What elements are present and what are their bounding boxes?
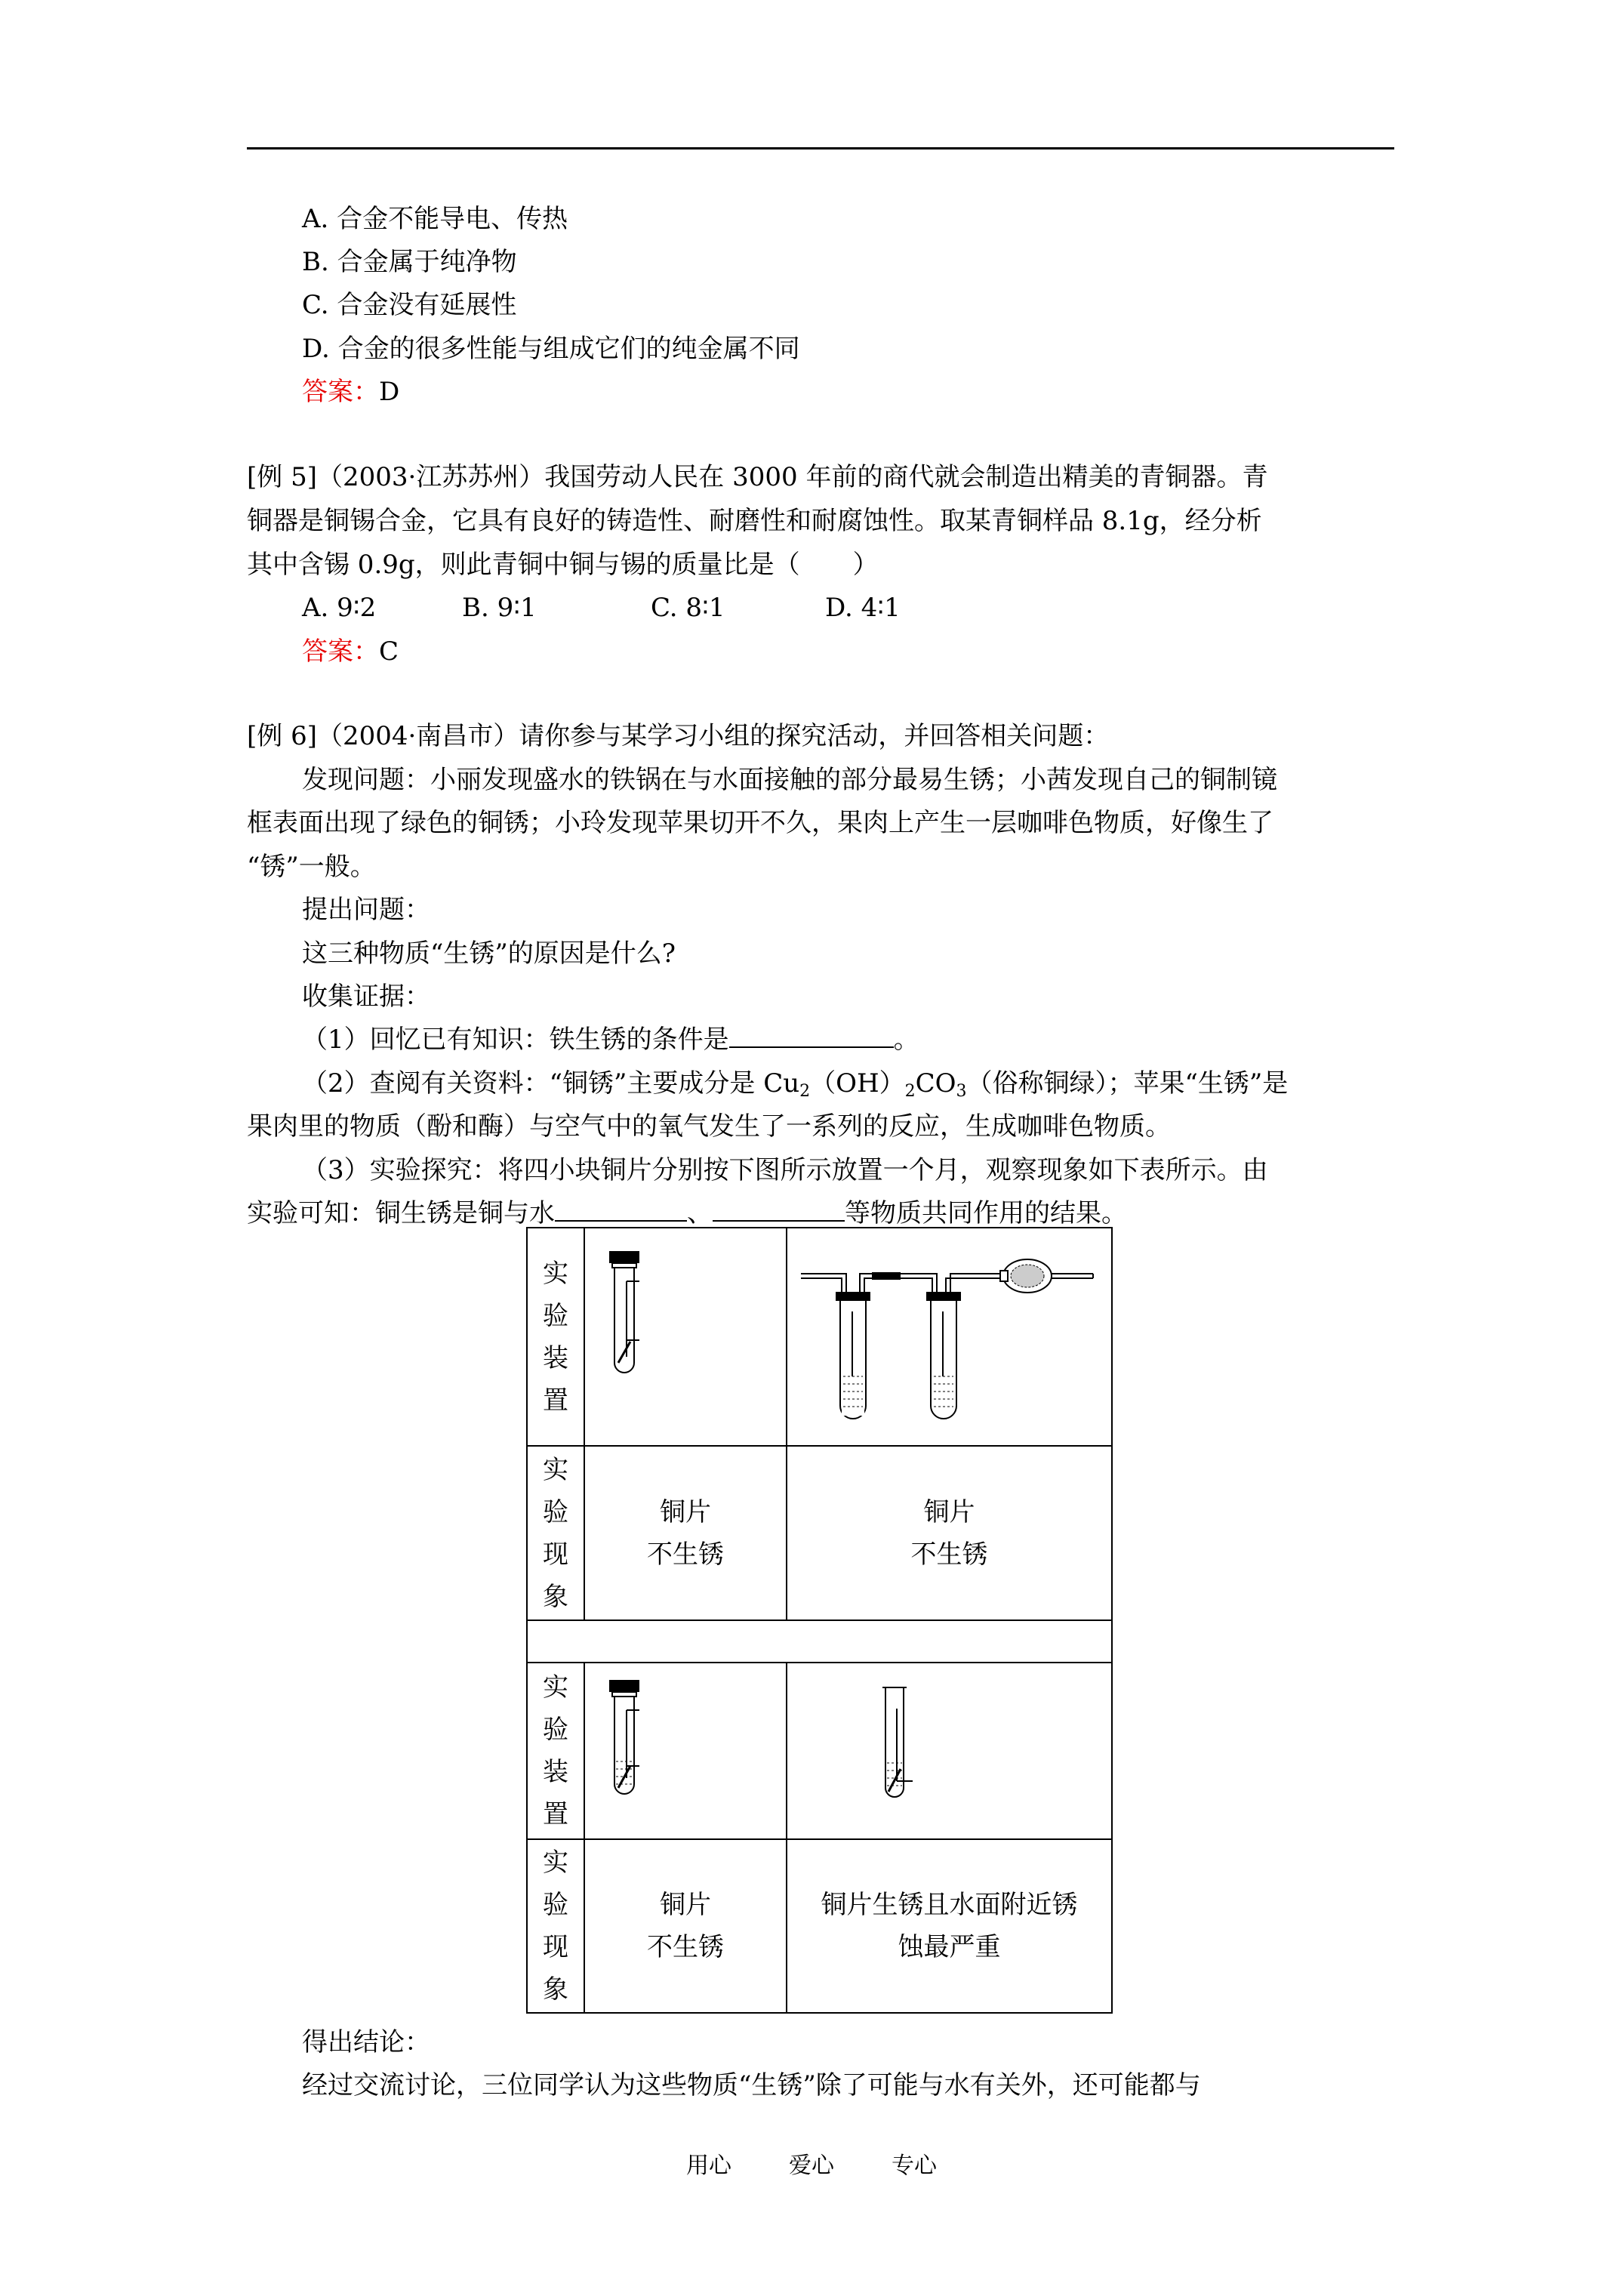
table-row-apparatus-2 <box>527 1663 1112 1839</box>
table-row-phenomenon-2 <box>527 1839 1112 2013</box>
apparatus-drying-tubes <box>787 1228 1112 1446</box>
observation-text: 蚀最严重 <box>898 1932 1001 1962</box>
spacer-cell <box>527 1620 1112 1663</box>
observation-text: 不生锈 <box>647 1539 724 1570</box>
q6-discover-2: 框表面出现了绿色的铜锈；小玲发现苹果切开不久，果肉上产生一层咖啡色物质，好像生了 <box>247 808 1273 838</box>
device-label-cell-2 <box>527 1663 584 1839</box>
q6-item-1-blank[interactable] <box>729 1024 894 1048</box>
label-char: 实 <box>543 1258 568 1289</box>
q6-collect-label: 收集证据： <box>302 982 430 1012</box>
q4-answer-label: 答案： <box>302 377 379 407</box>
q6-item-1-end: 。 <box>893 1025 919 1055</box>
q5-choice-d: D. 4∶1 <box>825 593 901 623</box>
q6-item-1 <box>302 1023 919 1056</box>
q6-question: 这三种物质“生锈”的原因是什么? <box>302 938 676 969</box>
label-char: 实 <box>543 1672 568 1703</box>
label-char: 验 <box>543 1890 568 1920</box>
observation-cell-2 <box>787 1446 1112 1620</box>
footer-word: 爱心 <box>789 2153 834 2179</box>
q4-option-b: B. 合金属于纯净物 <box>302 247 517 277</box>
q6-item-2-text-c: CO <box>915 1068 956 1099</box>
q6-intro: [例 6]（2004·南昌市）请你参与某学习小组的探究活动，并回答相关问题： <box>247 721 1110 751</box>
q6-raise-label: 提出问题： <box>302 895 430 925</box>
q6-item-2-text-b: （OH） <box>810 1068 905 1099</box>
label-char: 装 <box>543 1342 568 1373</box>
label-char: 置 <box>543 1799 568 1829</box>
q6-item-3-line-1: （3）实验探究：将四小块铜片分别按下图所示放置一个月，观察现象如下表所示。由 <box>302 1155 1268 1185</box>
q6-item-3-text-a: 实验可知：铜生锈是铜与水 <box>247 1198 555 1228</box>
phenomenon-label-cell-1 <box>527 1446 584 1620</box>
label-char: 实 <box>543 1454 568 1485</box>
apparatus-sealed-water-tube <box>584 1663 787 1839</box>
q4-answer-value: D <box>379 377 400 407</box>
q6-item-2-sub-3: 3 <box>956 1082 967 1101</box>
apparatus-sealed-dry-tube <box>584 1228 787 1446</box>
label-char: 置 <box>543 1385 568 1416</box>
q6-item-2-line-2: 果肉里的物质（酚和酶）与空气中的氧气发生了一系列的反应，生成咖啡色物质。 <box>247 1111 1171 1142</box>
q5-choice-b: B. 9∶1 <box>462 593 537 623</box>
q5-line-3-text: 其中含锡 0.9g，则此青铜中铜与锡的质量比是（ <box>247 550 800 580</box>
observation-text: 铜片 <box>923 1496 975 1527</box>
q6-item-2-text-a: （2）查阅有关资料：“铜锈”主要成分是 Cu <box>302 1068 800 1099</box>
table-row-apparatus-1 <box>527 1228 1112 1446</box>
q5-choices <box>302 591 901 624</box>
label-char: 装 <box>543 1757 568 1787</box>
q6-discover-3: “锈”一般。 <box>247 852 376 882</box>
q6-item-3-blank-1[interactable] <box>555 1197 687 1222</box>
table-row-phenomenon-1 <box>527 1446 1112 1620</box>
footer-word: 用心 <box>686 2153 731 2179</box>
q6-item-2-text-d: （俗称铜绿）；苹果“生锈”是 <box>966 1068 1289 1099</box>
q4-option-c: C. 合金没有延展性 <box>302 290 517 320</box>
observation-text: 铜片 <box>660 1890 711 1920</box>
q6-conclusion-label: 得出结论： <box>302 2027 430 2057</box>
device-label-cell-1 <box>527 1228 584 1446</box>
apparatus-open-water-tube <box>787 1663 1112 1839</box>
q4-option-d: D. 合金的很多性能与组成它们的纯金属不同 <box>302 334 800 364</box>
q6-item-3-line-2 <box>247 1197 1127 1230</box>
q5-line-2: 铜器是铜锡合金，它具有良好的铸造性、耐磨性和耐腐蚀性。取某青铜样品 8.1g，经分析 <box>247 506 1262 536</box>
label-char: 验 <box>543 1496 568 1527</box>
q5-answer-label: 答案： <box>302 636 379 667</box>
q6-item-2 <box>302 1067 1288 1108</box>
q5-answer <box>302 635 399 668</box>
label-char: 验 <box>543 1715 568 1745</box>
q6-item-2-sub-2: 2 <box>904 1082 916 1101</box>
observation-text: 不生锈 <box>910 1539 988 1570</box>
q5-line-3-end: ） <box>852 550 879 580</box>
q4-option-a: A. 合金不能导电、传热 <box>302 204 568 234</box>
q5-line-3 <box>247 548 879 581</box>
page-footer <box>0 2147 1623 2180</box>
q6-item-3-sep: 、 <box>687 1198 713 1228</box>
observation-text: 铜片生锈且水面附近锈 <box>821 1890 1078 1920</box>
header-rule <box>247 147 1394 149</box>
q6-discover-1: 发现问题：小丽发现盛水的铁锅在与水面接触的部分最易生锈；小茜发现自己的铜制镜 <box>302 765 1277 795</box>
footer-word: 专心 <box>892 2153 937 2179</box>
connected-tubes-drawing <box>787 1228 1113 1445</box>
label-char: 现 <box>543 1932 568 1962</box>
q6-item-1-text: （1）回忆已有知识：铁生锈的条件是 <box>302 1025 729 1055</box>
q6-item-3-blank-2[interactable] <box>713 1197 845 1222</box>
observation-text: 不生锈 <box>647 1932 724 1962</box>
q5-choice-c: C. 8∶1 <box>651 593 725 623</box>
label-char: 象 <box>543 1581 568 1612</box>
q6-item-2-sub-1: 2 <box>799 1082 811 1101</box>
sealed-water-tube-drawing <box>585 1663 787 1838</box>
q5-line-1: [例 5]（2003·江苏苏州）我国劳动人民在 3000 年前的商代就会制造出精美的青铜器。青 <box>247 462 1268 492</box>
q4-answer <box>302 375 399 408</box>
label-char: 现 <box>543 1539 568 1570</box>
label-char: 实 <box>543 1848 568 1878</box>
sealed-tube-drawing <box>585 1228 787 1445</box>
phenomenon-label-cell-2 <box>527 1839 584 2013</box>
label-char: 象 <box>543 1974 568 2005</box>
q5-answer-value: C <box>379 636 399 667</box>
observation-cell-1 <box>584 1446 787 1620</box>
observation-text: 铜片 <box>660 1496 711 1527</box>
q5-choice-a: A. 9∶2 <box>302 593 377 623</box>
table-row-spacer <box>527 1620 1112 1663</box>
experiment-table <box>526 1227 1113 2014</box>
observation-cell-4 <box>787 1839 1112 2013</box>
label-char: 验 <box>543 1300 568 1331</box>
observation-cell-3 <box>584 1839 787 2013</box>
q6-conclusion-text: 经过交流讨论，三位同学认为这些物质“生锈”除了可能与水有关外，还可能都与 <box>302 2070 1201 2100</box>
open-water-tube-drawing <box>787 1663 1113 1838</box>
q6-item-3-text-b: 等物质共同作用的结果。 <box>845 1198 1127 1228</box>
